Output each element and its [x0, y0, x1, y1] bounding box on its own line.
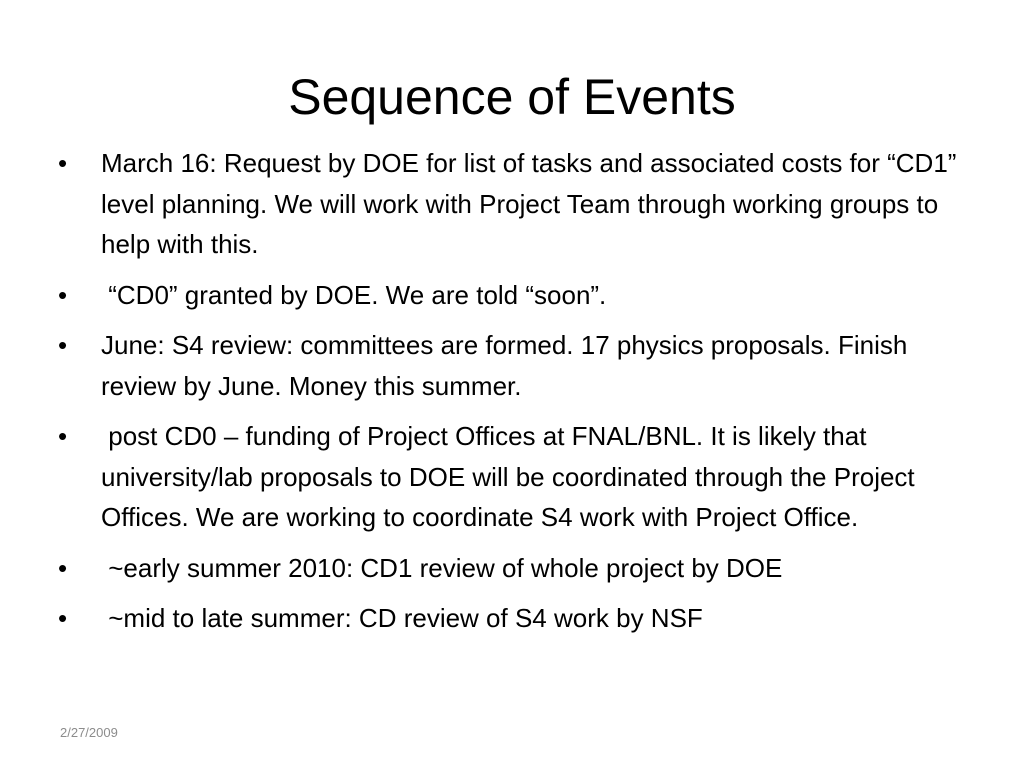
bullet-text: ~early summer 2010: CD1 review of whole project by DOE	[101, 552, 783, 583]
footer-date: 2/27/2009	[60, 725, 118, 740]
bullet-text: June: S4 review: committees are formed. 17 physics proposals. Finish review by June. Money this summer.	[101, 330, 908, 401]
slide-title: Sequence of Events	[288, 69, 736, 125]
bullet-icon: •	[58, 552, 68, 583]
bullet-list	[58, 143, 978, 649]
bullet-text: March 16: Request by DOE for list of tasks and associated costs for “CD1” level planning. We will work with Project Team through working groups to help with this.	[101, 148, 957, 259]
bullet-item	[58, 548, 978, 589]
bullet-item	[58, 598, 978, 639]
bullet-icon: •	[58, 279, 68, 310]
bullet-text: ~mid to late summer: CD review of S4 work by NSF	[101, 603, 703, 633]
bullet-item	[58, 143, 978, 265]
bullet-item	[58, 416, 978, 538]
bullet-text: post CD0 – funding of Project Offices at FNAL/BNL. It is likely that university/lab proposals to DOE will be coordinated through the Project Offices. We are working to coordinate S4 work with Project Office.	[101, 421, 922, 532]
bullet-item	[58, 275, 978, 316]
bullet-icon: •	[58, 421, 68, 451]
bullet-text: “CD0” granted by DOE. We are told “soon”.	[101, 279, 607, 310]
bullet-icon: •	[58, 148, 68, 178]
bullet-icon: •	[58, 330, 68, 360]
bullet-icon: •	[58, 603, 68, 633]
bullet-item	[58, 325, 978, 406]
